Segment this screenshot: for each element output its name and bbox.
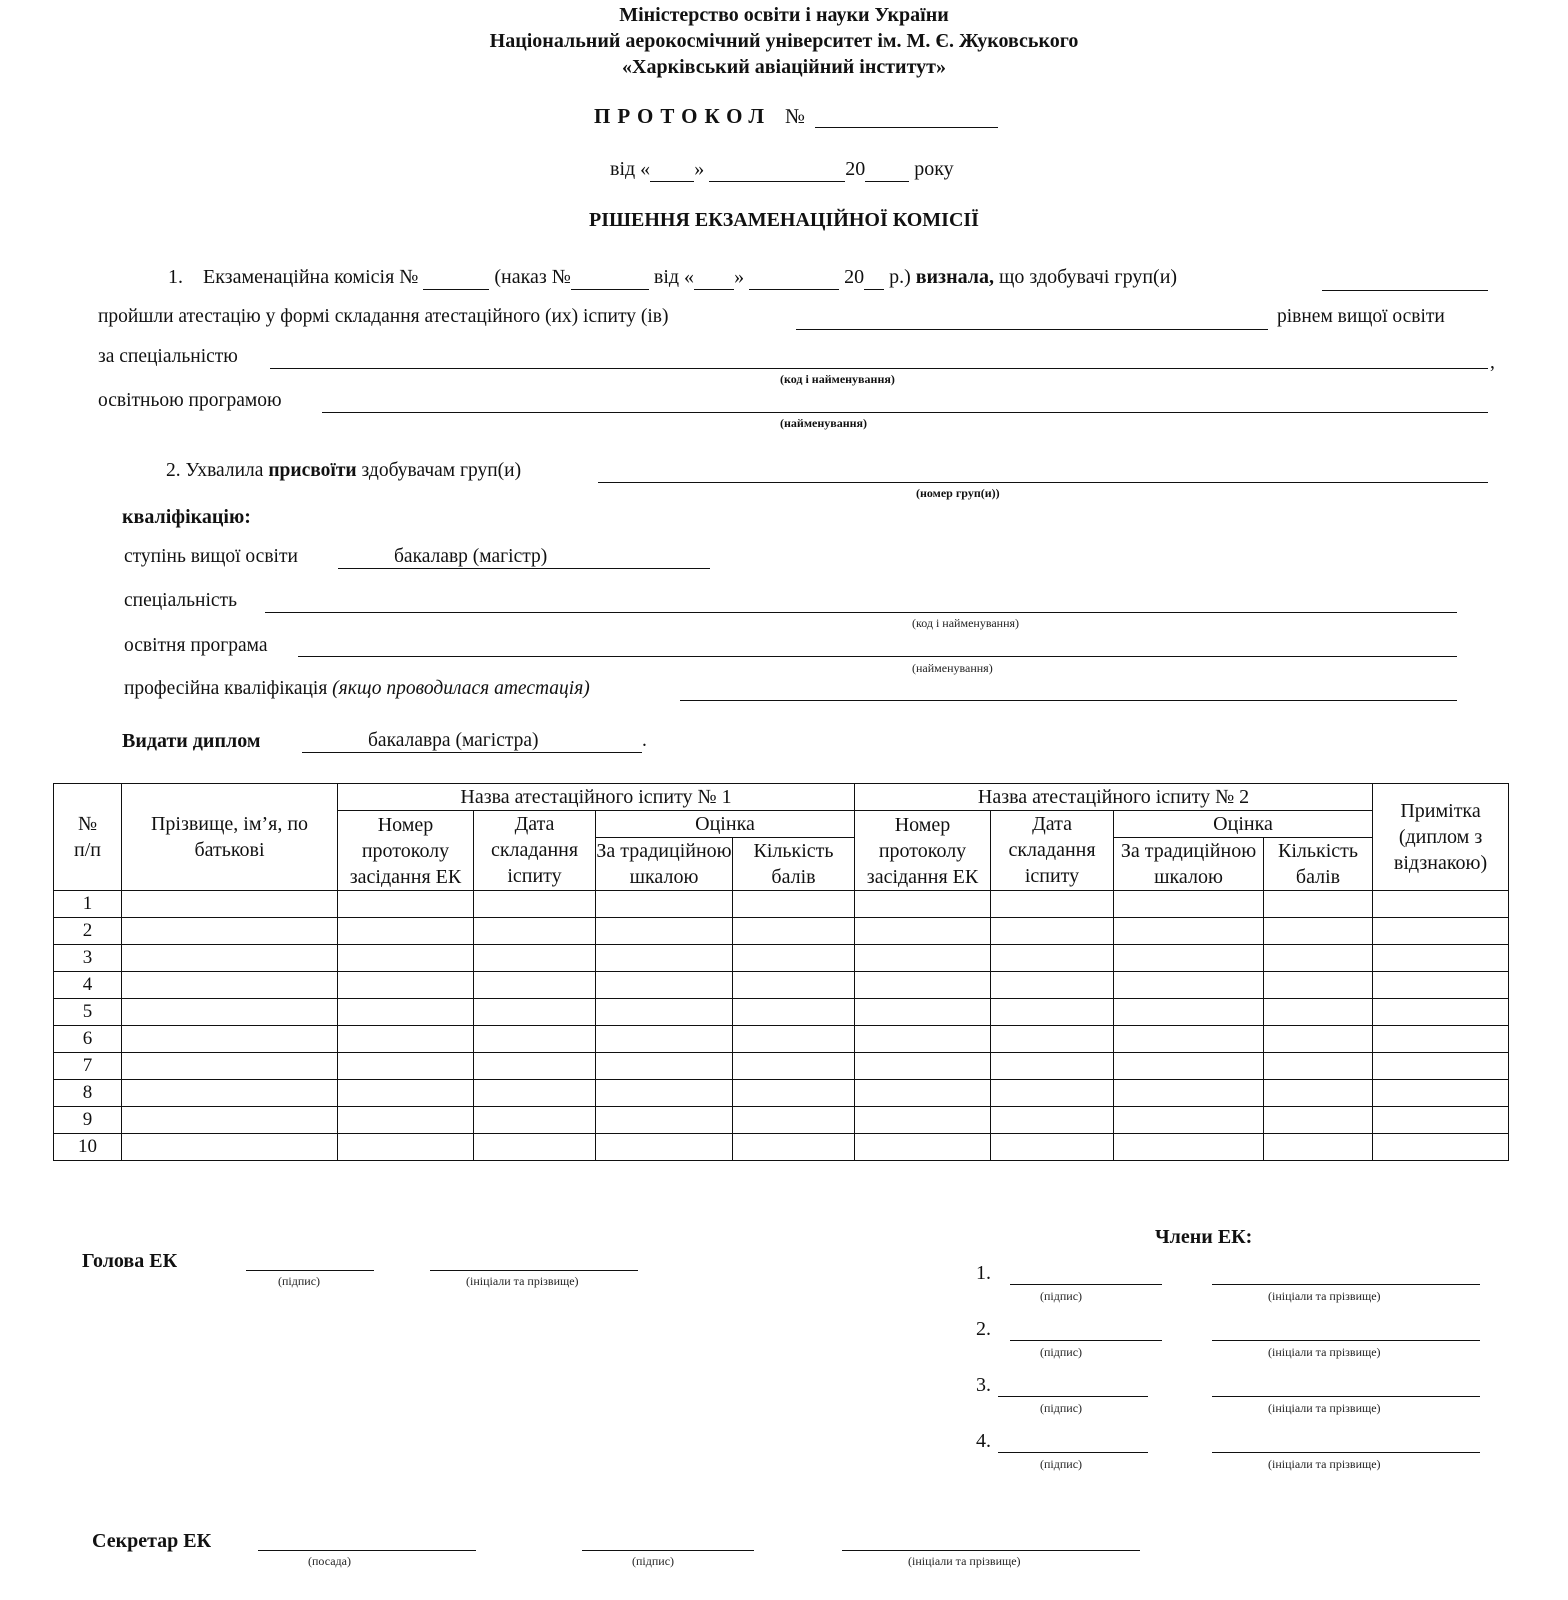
exam2-date-header: Дата складання іспиту: [991, 811, 1114, 891]
table-cell[interactable]: [855, 1107, 991, 1134]
table-cell[interactable]: [474, 1134, 596, 1161]
table-row: [54, 1080, 1509, 1107]
table-row: [54, 1026, 1509, 1053]
table-cell[interactable]: [855, 1134, 991, 1161]
groups-field[interactable]: [1322, 290, 1488, 291]
groups-caption: (номер груп(и)): [916, 486, 1000, 500]
table-cell[interactable]: [474, 1080, 596, 1107]
table-cell[interactable]: [1264, 1053, 1373, 1080]
exam2-protocol-header: Номер протоколу засідання ЕК: [855, 811, 991, 891]
table-cell[interactable]: [338, 1134, 474, 1161]
diploma-dot: .: [642, 730, 647, 751]
program-field[interactable]: [322, 412, 1488, 413]
degree-field[interactable]: бакалавр (магістр): [338, 546, 710, 569]
table-cell[interactable]: [474, 1053, 596, 1080]
table-cell[interactable]: [1114, 999, 1264, 1026]
row-number: 3: [54, 945, 122, 972]
member-number: 1.: [976, 1262, 991, 1284]
protocol-title: ПРОТОКОЛ: [594, 104, 772, 128]
section2-line: 2. Ухвалила присвоїти здобувачам груп(и): [166, 460, 522, 481]
member-name-caption: (ініціали та прізвище): [1268, 1289, 1381, 1303]
table-cell[interactable]: [733, 1026, 855, 1053]
table-cell[interactable]: [596, 999, 733, 1026]
table-cell[interactable]: [1114, 1026, 1264, 1053]
table-cell[interactable]: [733, 972, 855, 999]
table-cell[interactable]: [1373, 945, 1509, 972]
table-row: [54, 1134, 1509, 1161]
exam2-grade-header: Оцінка: [1114, 811, 1373, 838]
col-number-header: № п/п: [54, 784, 122, 891]
member-number: 3.: [976, 1374, 991, 1396]
decision-title: РІШЕННЯ ЕКЗАМЕНАЦІЙНОЇ КОМІСІЇ: [589, 209, 979, 231]
table-cell[interactable]: [733, 1107, 855, 1134]
table-cell[interactable]: [596, 1107, 733, 1134]
table-row: [54, 1107, 1509, 1134]
table-row: [54, 945, 1509, 972]
table-cell[interactable]: [991, 999, 1114, 1026]
table-cell[interactable]: [1373, 1026, 1509, 1053]
section1-line1: 1. Екзаменаційна комісія № (наказ № від « » 20 р.) визнала, що здобувачі груп(и): [168, 266, 1178, 288]
specialty2-field[interactable]: [265, 612, 1457, 613]
table-cell[interactable]: [733, 945, 855, 972]
program2-field[interactable]: [298, 656, 1457, 657]
row-number: 4: [54, 972, 122, 999]
table-row: [54, 972, 1509, 999]
table-cell[interactable]: [1373, 1053, 1509, 1080]
table-cell[interactable]: [338, 999, 474, 1026]
table-cell[interactable]: [596, 1053, 733, 1080]
table-cell[interactable]: [1114, 1134, 1264, 1161]
table-cell[interactable]: [1264, 1026, 1373, 1053]
exam1-date-header: Дата складання іспиту: [474, 811, 596, 891]
table-cell[interactable]: [1373, 999, 1509, 1026]
table-cell[interactable]: [1114, 972, 1264, 999]
member-name-field[interactable]: [1212, 1340, 1480, 1341]
table-cell[interactable]: [596, 1080, 733, 1107]
specialty2-label: спеціальність: [124, 590, 237, 611]
table-cell[interactable]: [1114, 1107, 1264, 1134]
member-name-caption: (ініціали та прізвище): [1268, 1401, 1381, 1415]
diploma-field[interactable]: бакалавра (магістра): [302, 730, 642, 753]
specialty-field[interactable]: [270, 368, 1488, 369]
member-signature-caption: (підпис): [1040, 1457, 1083, 1471]
university-name: Національний аерокосмічний університет ім. М. Є. Жуковського: [489, 30, 1079, 52]
table-cell[interactable]: [474, 972, 596, 999]
table-cell[interactable]: [1373, 972, 1509, 999]
table-cell[interactable]: [1264, 1134, 1373, 1161]
prof-qualification-field[interactable]: [680, 700, 1457, 701]
document-header: [0, 2, 1568, 80]
table-cell[interactable]: [474, 999, 596, 1026]
table-cell[interactable]: [122, 945, 338, 972]
table-cell[interactable]: [596, 1134, 733, 1161]
member-signature-caption: (підпис): [1040, 1345, 1083, 1359]
table-cell[interactable]: [1114, 891, 1264, 918]
order-month-field[interactable]: [749, 266, 839, 290]
member-signature-caption: (підпис): [1040, 1289, 1083, 1303]
member-signature-caption: (підпис): [1040, 1401, 1083, 1415]
ministry-name: Міністерство освіти і науки України: [619, 4, 949, 26]
table-cell[interactable]: [122, 1080, 338, 1107]
table-cell[interactable]: [474, 1026, 596, 1053]
table-cell[interactable]: [338, 1107, 474, 1134]
table-cell[interactable]: [855, 1026, 991, 1053]
table-cell[interactable]: [855, 1053, 991, 1080]
row-number: 2: [54, 918, 122, 945]
table-cell[interactable]: [991, 945, 1114, 972]
secretary-name-field[interactable]: [842, 1550, 1140, 1551]
table-cell[interactable]: [122, 1107, 338, 1134]
protocol-date: від « » 20 року: [610, 158, 954, 180]
table-cell[interactable]: [991, 972, 1114, 999]
table-cell[interactable]: [1264, 1107, 1373, 1134]
program2-label: освітня програма: [124, 635, 268, 656]
results-table: [53, 783, 1509, 1161]
row-number: 1: [54, 891, 122, 918]
table-cell[interactable]: [596, 1026, 733, 1053]
table-cell[interactable]: [474, 918, 596, 945]
secretary-name-caption: (ініціали та прізвище): [908, 1554, 1021, 1568]
table-cell[interactable]: [733, 918, 855, 945]
table-cell[interactable]: [1114, 918, 1264, 945]
qualification-heading: кваліфікацію:: [122, 506, 251, 528]
date-year-field[interactable]: [865, 158, 909, 182]
table-cell[interactable]: [338, 1080, 474, 1107]
protocol-number-label: №: [785, 104, 806, 128]
table-cell[interactable]: [991, 1053, 1114, 1080]
table-cell[interactable]: [1264, 945, 1373, 972]
table-cell[interactable]: [733, 891, 855, 918]
table-cell[interactable]: [1373, 1107, 1509, 1134]
member-number: 2.: [976, 1318, 991, 1340]
table-cell[interactable]: [733, 999, 855, 1026]
degree-label: ступінь вищої освіти: [124, 546, 298, 567]
table-cell[interactable]: [1264, 1080, 1373, 1107]
exam-names-field[interactable]: [796, 329, 1268, 330]
row-number: 5: [54, 999, 122, 1026]
table-cell[interactable]: [1373, 891, 1509, 918]
exam1-traditional-header: За традиційною шкалою: [596, 838, 733, 891]
member-name-field[interactable]: [1212, 1396, 1480, 1397]
table-cell[interactable]: [1373, 1134, 1509, 1161]
row-number: 6: [54, 1026, 122, 1053]
table-cell[interactable]: [991, 1107, 1114, 1134]
table-cell[interactable]: [596, 891, 733, 918]
exam2-header: Назва атестаційного іспиту № 2: [855, 784, 1373, 811]
secretary-signature-caption: (підпис): [632, 1554, 675, 1568]
table-cell[interactable]: [1373, 1080, 1509, 1107]
table-cell[interactable]: [1264, 972, 1373, 999]
diploma-label: Видати диплом: [122, 730, 261, 752]
col-name-header: Прізвище, ім’я, по батькові: [122, 784, 338, 891]
institute-name: «Харківський авіаційний інститут»: [622, 56, 946, 78]
date-day-field[interactable]: [650, 158, 694, 182]
commission-number-field[interactable]: [423, 266, 489, 290]
program-caption: (найменування): [780, 416, 868, 430]
table-cell[interactable]: [122, 1053, 338, 1080]
table-cell[interactable]: [1114, 945, 1264, 972]
table-cell[interactable]: [122, 999, 338, 1026]
protocol-number-field[interactable]: [815, 127, 998, 128]
head-name-field[interactable]: [430, 1270, 638, 1271]
table-cell[interactable]: [855, 945, 991, 972]
member-signature-field[interactable]: [1010, 1284, 1162, 1285]
program2-caption: (найменування): [912, 661, 993, 675]
table-cell[interactable]: [1114, 1053, 1264, 1080]
exam1-header: Назва атестаційного іспиту № 1: [338, 784, 855, 811]
table-cell[interactable]: [733, 1080, 855, 1107]
member-name-field[interactable]: [1212, 1284, 1480, 1285]
table-cell[interactable]: [596, 972, 733, 999]
table-cell[interactable]: [733, 1134, 855, 1161]
note-header: Примітка (диплом з відзнакою): [1373, 784, 1509, 891]
table-cell[interactable]: [122, 1134, 338, 1161]
secretary-signature-field[interactable]: [582, 1550, 754, 1551]
members-label: Члени ЕК:: [1155, 1226, 1253, 1248]
table-cell[interactable]: [991, 891, 1114, 918]
table-cell[interactable]: [855, 999, 991, 1026]
table-cell[interactable]: [338, 972, 474, 999]
member-number: 4.: [976, 1430, 991, 1452]
exam1-grade-header: Оцінка: [596, 811, 855, 838]
program-label: освітньою програмою: [98, 390, 282, 411]
table-cell[interactable]: [338, 891, 474, 918]
member-name-caption: (ініціали та прізвище): [1268, 1457, 1381, 1471]
specialty-caption: (код і найменування): [780, 372, 895, 386]
table-row: [54, 999, 1509, 1026]
head-label: Голова ЕК: [82, 1250, 178, 1272]
row-number: 8: [54, 1080, 122, 1107]
table-cell[interactable]: [122, 891, 338, 918]
order-number-field[interactable]: [571, 266, 649, 290]
specialty2-caption: (код і найменування): [912, 616, 1020, 630]
table-cell[interactable]: [991, 1026, 1114, 1053]
table-cell[interactable]: [855, 972, 991, 999]
table-cell[interactable]: [733, 1053, 855, 1080]
exam1-points-header: Кількість балів: [733, 838, 855, 891]
order-day-field[interactable]: [694, 266, 734, 290]
table-cell[interactable]: [855, 918, 991, 945]
table-cell[interactable]: [122, 918, 338, 945]
head-signature-caption: (підпис): [278, 1274, 321, 1288]
order-year-field[interactable]: [864, 266, 884, 290]
secretary-position-caption: (посада): [308, 1554, 351, 1568]
table-cell[interactable]: [338, 945, 474, 972]
member-signature-field[interactable]: [1010, 1340, 1162, 1341]
table-cell[interactable]: [474, 1107, 596, 1134]
table-cell[interactable]: [855, 891, 991, 918]
secretary-position-field[interactable]: [258, 1550, 476, 1551]
member-signature-field[interactable]: [998, 1452, 1148, 1453]
exam2-points-header: Кількість балів: [1264, 838, 1373, 891]
member-signature-field[interactable]: [998, 1396, 1148, 1397]
row-number: 7: [54, 1053, 122, 1080]
table-cell[interactable]: [1264, 891, 1373, 918]
table-cell[interactable]: [1264, 918, 1373, 945]
table-cell[interactable]: [122, 1026, 338, 1053]
specialty-comma: ,: [1490, 352, 1495, 373]
table-cell[interactable]: [596, 918, 733, 945]
table-cell[interactable]: [991, 918, 1114, 945]
passed-label: пройшли атестацію у формі складання атестаційного (их) іспиту (ів): [98, 306, 669, 327]
member-name-caption: (ініціали та прізвище): [1268, 1345, 1381, 1359]
prof-qualification-label: професійна кваліфікація (якщо проводилася атестація): [124, 678, 590, 699]
table-cell[interactable]: [338, 918, 474, 945]
table-cell[interactable]: [1264, 999, 1373, 1026]
table-cell[interactable]: [338, 1026, 474, 1053]
row-number: 10: [54, 1134, 122, 1161]
table-cell[interactable]: [596, 945, 733, 972]
assign-groups-field[interactable]: [598, 482, 1488, 483]
table-cell[interactable]: [1114, 1080, 1264, 1107]
table-row: [54, 918, 1509, 945]
row-number: 9: [54, 1107, 122, 1134]
table-cell[interactable]: [991, 1134, 1114, 1161]
table-cell[interactable]: [122, 972, 338, 999]
date-month-field[interactable]: [709, 158, 845, 182]
member-name-field[interactable]: [1212, 1452, 1480, 1453]
table-cell[interactable]: [338, 1053, 474, 1080]
head-name-caption: (ініціали та прізвище): [466, 1274, 579, 1288]
head-signature-field[interactable]: [246, 1270, 374, 1271]
level-label: рівнем вищої освіти: [1277, 306, 1445, 327]
exam2-traditional-header: За традиційною шкалою: [1114, 838, 1264, 891]
specialty-label: за спеціальністю: [98, 346, 238, 367]
table-cell[interactable]: [1373, 918, 1509, 945]
table-row: [54, 891, 1509, 918]
table-cell[interactable]: [991, 1080, 1114, 1107]
table-cell[interactable]: [474, 891, 596, 918]
secretary-label: Секретар ЕК: [92, 1530, 212, 1552]
table-cell[interactable]: [474, 945, 596, 972]
exam1-protocol-header: Номер протоколу засідання ЕК: [338, 811, 474, 891]
table-cell[interactable]: [855, 1080, 991, 1107]
table-row: [54, 1053, 1509, 1080]
